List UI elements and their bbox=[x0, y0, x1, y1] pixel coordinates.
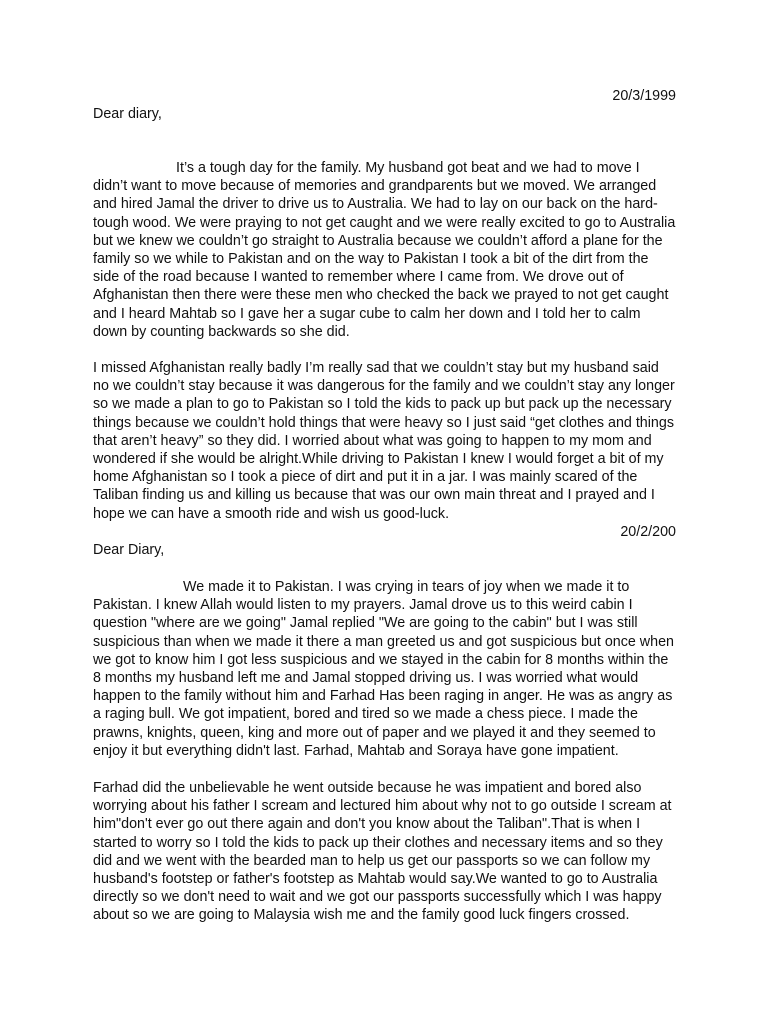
entry-1-body-2 bbox=[93, 359, 676, 523]
diary-entry-1 bbox=[93, 87, 676, 123]
entry-2-date: 20/2/200 bbox=[620, 524, 676, 540]
entry-2-paragraph-1: We made it to Pakistan. I was crying in tears of joy when we made it to Pakistan. I knew Allah would listen to my prayers. Jamal drove us to this weird cabin I question "where are we going" Jamal replied "We are going to the cabin" but I was still suspicious than when we made it there a man greeted us and got suspicious but once when we got to know him I got less suspicious and we stayed in the cabin for 8 months within the 8 months my husband left me and Jamal stopped driving us. I was worried what would happen to the family without him and Farhad Has been raging in anger. He was as angry as a raging bull. We got impatient, bored and tired so we made a chess piece. I made the prawns, knights, queen, king and more out of paper and we played it and they seemed to enjoy it but everything didn't last. Farhad, Mahtab and Soraya have gone impatient. bbox=[93, 579, 674, 759]
entry-1-date: 20/3/1999 bbox=[612, 88, 676, 104]
diary-entry-2 bbox=[93, 523, 676, 559]
entry-1-body bbox=[93, 159, 676, 341]
entry-2-paragraph-2: Farhad did the unbelievable he went outside because he was impatient and bored also worrying about his father I scream and lectured him about why not to go outside I scream at him"don't ever go out there again and don't you know about the Taliban".That is when I started to worry so I told the kids to pack up their clothes and necessary items and so they did and we went with the bearded man to help us get our passports so we can follow my husband's footstep or father's footstep as Mahtab would say.We wanted to go to Australia directly so we don't need to wait and we got our passports successfully which I was happy about so we are going to Malaysia wish me and the family good luck fingers crossed. bbox=[93, 780, 672, 924]
entry-2-body bbox=[93, 578, 676, 760]
entry-1-paragraph-1: It’s a tough day for the family. My husband got beat and we had to move I didn’t want to move because of memories and grandparents but we moved. We arranged and hired Jamal the driver to drive us to Australia. We had to lay on our back on the hard-tough wood. We were praying to not get caught and we were really excited to go to Australia but we knew we couldn’t go straight to Australia because we couldn’t afford a plane for the family so we while to Pakistan and on the way to Pakistan I took a bit of the dirt from the side of the road because I wanted to remember where I came from. We drove out of Afghanistan then there were these men who checked the back we prayed to not get caught and I heard Mahtab so I gave her a sugar cube to calm her down and I told her to calm down by counting backwards so she did. bbox=[93, 160, 676, 340]
entry-1-paragraph-2: I missed Afghanistan really badly I’m really sad that we couldn’t stay but my husband said no we couldn’t stay because it was dangerous for the family and we couldn’t stay any longer so we made a plan to go to Pakistan so I told the kids to pack up but pack up the necessary things because we couldn’t hold things that were heavy so I just said “get clothes and things that aren’t heavy” so they did. I worried about what was going to happen to my mom and wondered if she would be alright.While driving to Pakistan I knew I would forget a bit of my home Afghanistan so I took a piece of dirt and put it in a jar. I was mainly scared of the Taliban finding us and killing us because that was our own main threat and I prayed and I hope we can have a smooth ride and wish us good-luck. bbox=[93, 360, 675, 522]
entry-1-salutation: Dear diary, bbox=[93, 106, 162, 123]
entry-2-salutation: Dear Diary, bbox=[93, 542, 165, 559]
entry-2-body-2 bbox=[93, 779, 676, 925]
